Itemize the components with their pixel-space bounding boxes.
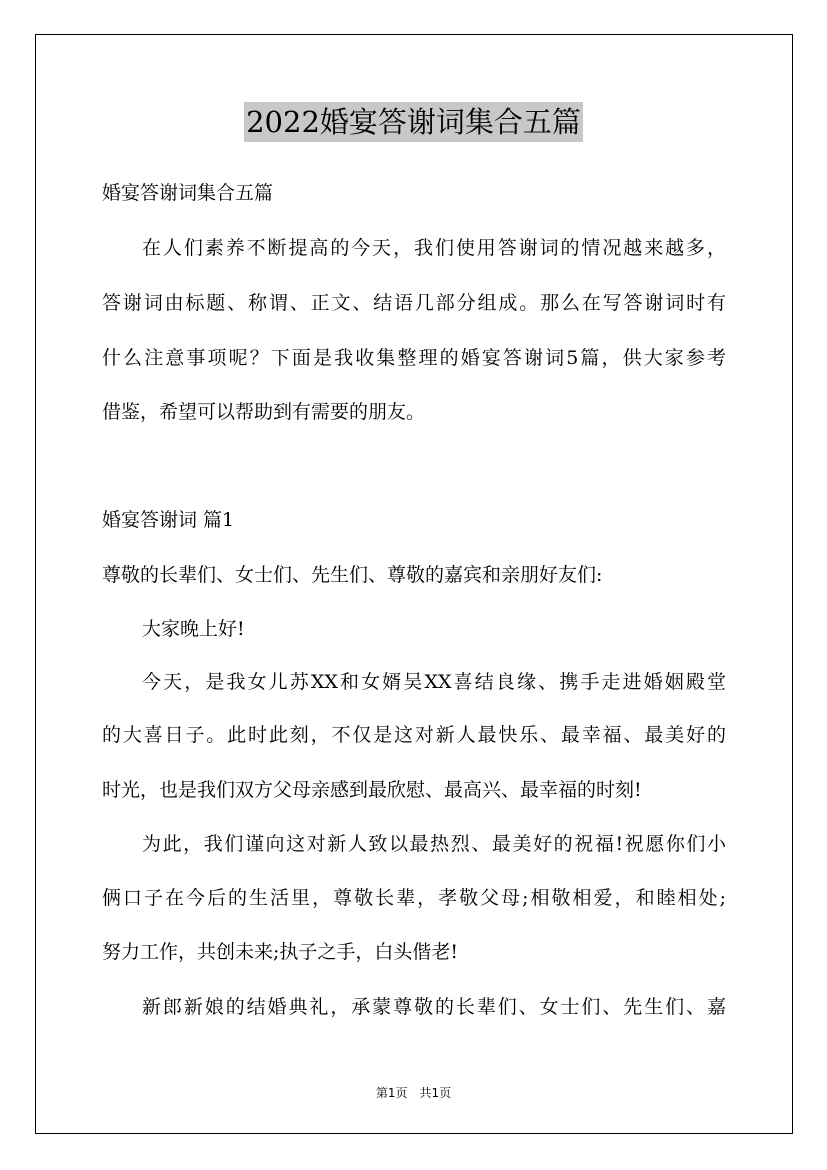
paragraph-line: 新郎新娘的结婚典礼，承蒙尊敬的长辈们、女士们、先生们、嘉	[142, 996, 726, 1018]
paragraph-line: 今天，是我女儿苏XX和女婿吴XX喜结良缘、携手走进婚姻殿堂	[142, 671, 726, 693]
document-subtitle: 婚宴答谢词集合五篇	[102, 182, 274, 204]
greeting: 大家晚上好!	[142, 618, 245, 640]
paragraph-line: 时光，也是我们双方父母亲感到最欣慰、最高兴、最幸福的时刻!	[102, 779, 642, 801]
intro-line: 答谢词由标题、称谓、正文、结语几部分组成。那么在写答谢词时有	[102, 292, 726, 314]
document-title: 2022婚宴答谢词集合五篇	[244, 102, 583, 142]
page-total: 共1页	[419, 1086, 452, 1100]
paragraph-line: 为此，我们谨向这对新人致以最热烈、最美好的祝福!祝愿你们小	[142, 833, 726, 855]
intro-line: 借鉴，希望可以帮助到有需要的朋友。	[102, 401, 426, 423]
paragraph-line: 的大喜日子。此时此刻，不仅是这对新人最快乐、最幸福、最美好的	[102, 724, 726, 746]
intro-line: 什么注意事项呢？下面是我收集整理的婚宴答谢词5篇，供大家参考	[102, 347, 726, 369]
paragraph-line: 努力工作，共创未来;执子之手，白头偕老!	[102, 941, 459, 963]
title-container	[0, 102, 827, 142]
page-number: 第1页	[375, 1086, 408, 1100]
salutation: 尊敬的长辈们、女士们、先生们、尊敬的嘉宾和亲朋好友们:	[102, 564, 603, 586]
paragraph-line: 俩口子在今后的生活里，尊敬长辈，孝敬父母;相敬相爱，和睦相处;	[102, 887, 726, 909]
page-footer	[0, 1085, 827, 1101]
intro-line: 在人们素养不断提高的今天，我们使用答谢词的情况越来越多，	[142, 237, 726, 259]
section-heading: 婚宴答谢词 篇1	[102, 509, 235, 531]
